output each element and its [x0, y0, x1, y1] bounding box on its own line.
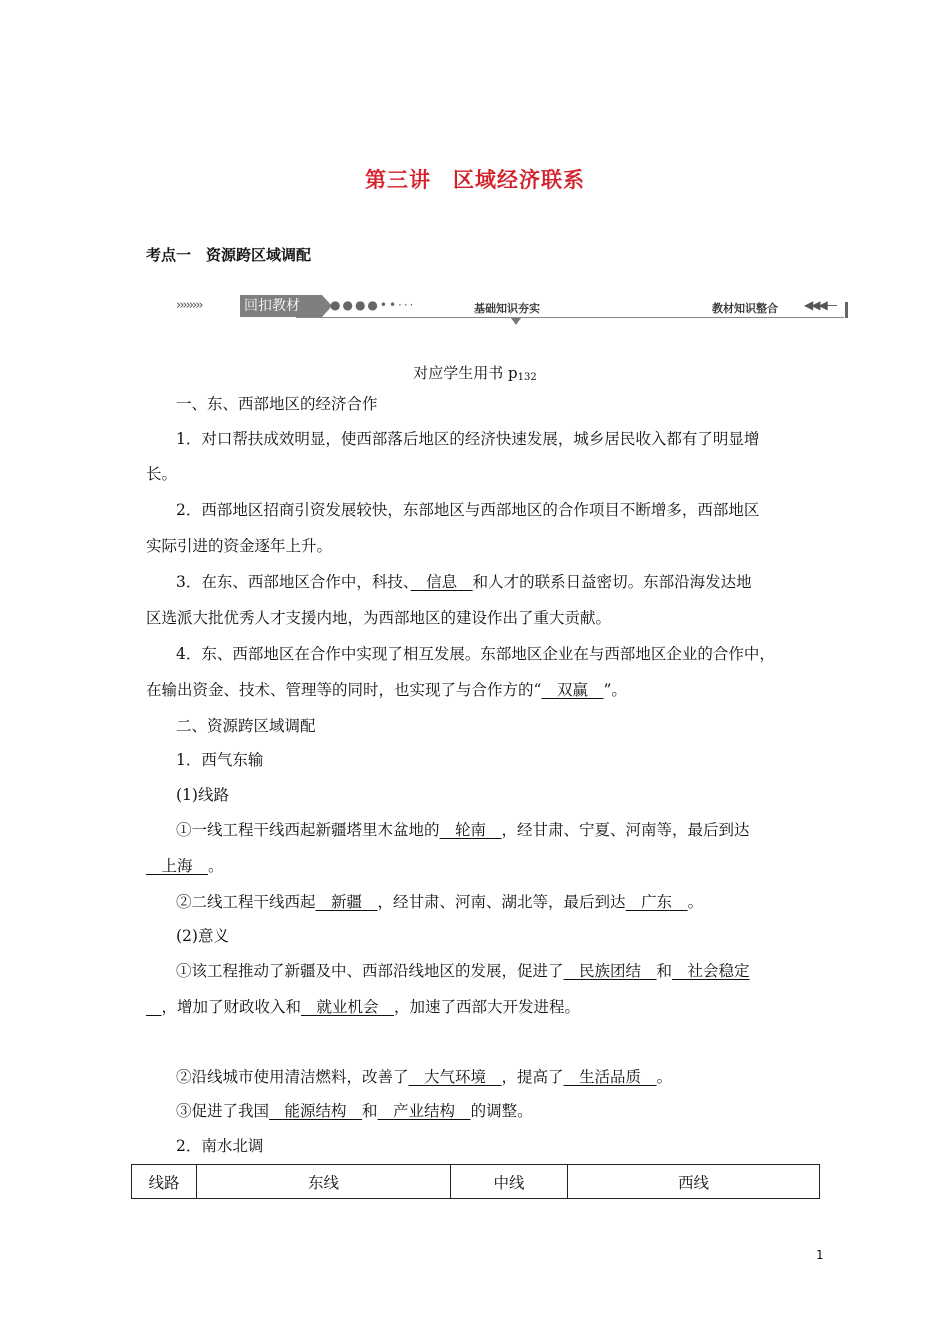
banner-end-bar: [845, 302, 848, 318]
table-header-cell: 中线: [451, 1165, 568, 1199]
answer-blank: 广东: [625, 893, 688, 911]
answer-blank: 上海: [146, 857, 209, 875]
book-reference: 对应学生用书 $p_{132}$: [413, 364, 537, 383]
banner-tag: 回扣教材: [240, 295, 322, 317]
item-subheading: (2)意义: [176, 927, 229, 945]
paragraph-line: 上海 。: [146, 857, 224, 875]
paragraph-line: 长。: [146, 465, 178, 483]
paragraph-line: 2．西部地区招商引资发展较快，东部地区与西部地区的合作项目不断增多，西部地区: [176, 501, 760, 519]
answer-blank: 就业机会: [301, 998, 395, 1016]
page-title: 第三讲 区域经济联系: [365, 168, 585, 192]
item-heading: 1．西气东输: [176, 751, 264, 769]
answer-blank: 能源结构: [269, 1102, 363, 1120]
paragraph-line: 实际引进的资金逐年上升。: [146, 537, 333, 555]
answer-blank: 轮南: [439, 821, 502, 839]
answer-blank: 新疆: [315, 893, 378, 911]
answer-blank: 大气环境: [408, 1068, 502, 1086]
paragraph-line: ①该工程推动了新疆及中、西部沿线地区的发展，促进了 民族团结 和 社会稳定: [176, 962, 750, 980]
subsection-heading: 一、东、西部地区的经济合作: [176, 395, 378, 413]
paragraph-line: 4．东、西部地区在合作中实现了相互发展。东部地区企业在与西部地区企业的合作中，: [176, 645, 775, 663]
table-header-cell: 线路: [132, 1165, 197, 1199]
paragraph-line: ①一线工程干线西起新疆塔里木盆地的 轮南 ，经甘肃、宁夏、河南等，最后到达: [176, 821, 750, 839]
paragraph-line: 在输出资金、技术、管理等的同时，也实现了与合作方的“ 双赢 ”。: [146, 681, 627, 699]
paragraph-line: 区选派大批优秀人才支援内地，为西部地区的建设作出了重大贡献。: [146, 609, 612, 627]
dots-decoration: ●●●●••···: [330, 298, 416, 312]
answer-blank: 信息: [410, 573, 473, 591]
answer-blank: 民族团结: [563, 962, 657, 980]
subsection-heading: 二、资源跨区域调配: [176, 717, 316, 735]
paragraph-line: ②二线工程干线西起 新疆 ，经甘肃、河南、湖北等，最后到达 广东 。: [176, 893, 704, 911]
paragraph-line: ②沿线城市使用清洁燃料，改善了 大气环境 ，提高了 生活品质 。: [176, 1068, 673, 1086]
chevron-right-icon: ››››››››: [176, 298, 202, 313]
paragraph-line: ，增加了财政收入和 就业机会 ，加速了西部大开发进程。: [146, 997, 820, 1017]
answer-blank: 双赢: [541, 681, 604, 699]
paragraph-line: 3．在东、西部地区合作中，科技、 信息 和人才的联系日益密切。东部沿海发达地: [176, 573, 752, 591]
table-header-cell: 东线: [197, 1165, 451, 1199]
section-heading: 考点一 资源跨区域调配: [146, 246, 312, 264]
answer-blank: 生活品质: [563, 1068, 657, 1086]
banner-right-label: 教材知识整合: [712, 302, 778, 315]
paragraph-line: 1．对口帮扶成效明显，使西部落后地区的经济快速发展，城乡居民收入都有了明显增: [176, 430, 760, 448]
answer-blank: [146, 998, 162, 1016]
item-heading: 2．南水北调: [176, 1137, 264, 1155]
page-number: 1: [816, 1248, 824, 1262]
banner-center-label: 基础知识夯实: [474, 302, 540, 315]
answer-blank: 产业结构: [377, 1102, 471, 1120]
paragraph-line: ③促进了我国 能源结构 和 产业结构 的调整。: [176, 1102, 533, 1120]
triangle-down-icon: [511, 318, 521, 325]
item-subheading: (1)线路: [176, 786, 229, 804]
table-header-cell: 西线: [568, 1165, 820, 1199]
answer-blank: 社会稳定: [672, 962, 750, 980]
section-banner: [176, 294, 848, 322]
banner-divider: [296, 317, 844, 318]
route-table: [131, 1164, 820, 1199]
table-row: [132, 1165, 820, 1199]
arrow-left-icon: ◀◀◀—: [804, 298, 836, 312]
